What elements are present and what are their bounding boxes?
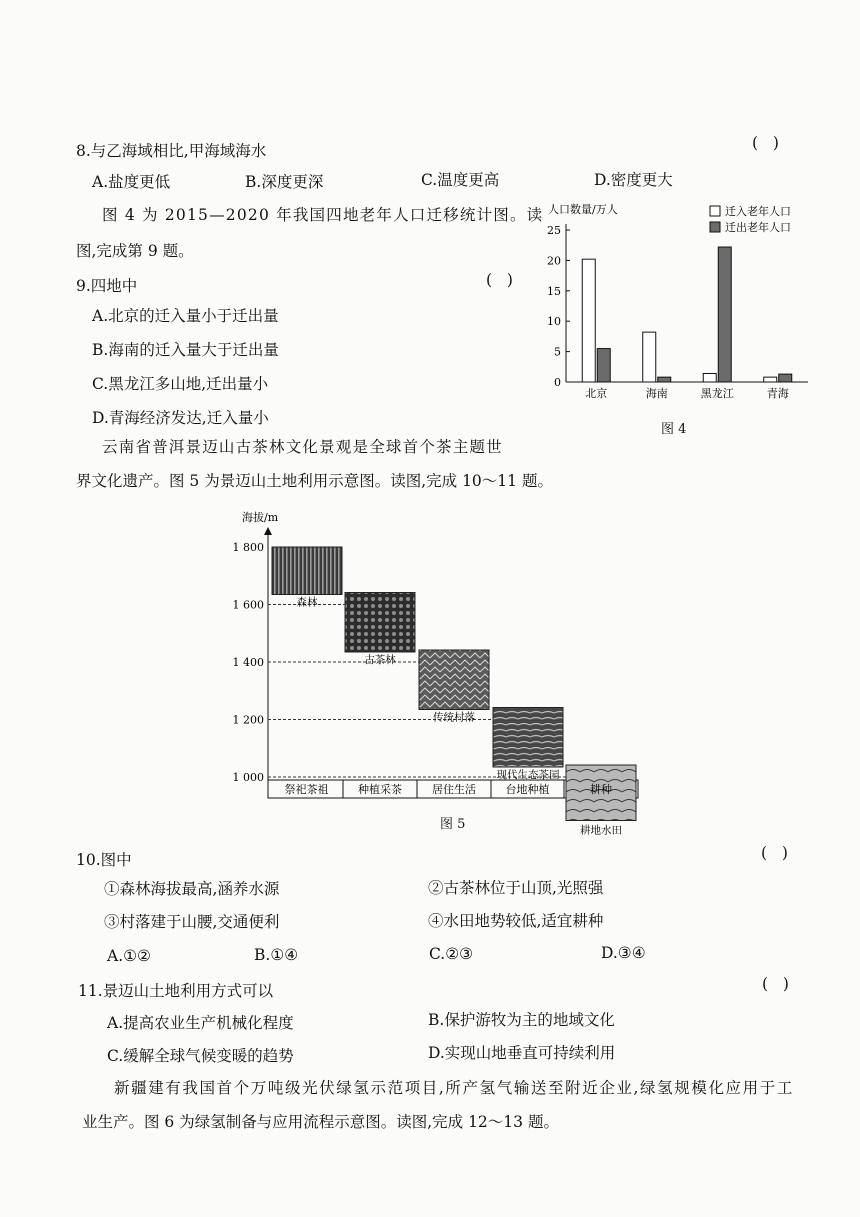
q10-answer-bracket[interactable]: ( ) [761,844,788,862]
bar-out-0 [597,349,610,382]
photo-label-0: 森林 [296,596,318,609]
y-axis-label: 人口数量/万人 [548,203,618,216]
q8-option-a[interactable]: A.盐度更低 [92,173,171,191]
y-tick-label: 1 400 [232,656,264,669]
q8-option-c[interactable]: C.温度更高 [421,171,500,189]
q11-option-a[interactable]: A.提高农业生产机械化程度 [107,1014,294,1032]
land-use-label-3: 台地种植 [505,783,550,796]
intro-q12-line2: 业生产。图 6 为绿氢制备与应用流程示意图。读图,完成 12～13 题。 [82,1113,559,1131]
bar-in-0 [582,259,595,382]
photo-label-1: 古茶林 [364,654,396,666]
bar-in-3 [764,377,777,382]
q8-option-b[interactable]: B.深度更深 [245,173,324,191]
photo-label-4: 耕地水田 [580,824,622,837]
y-tick-label: 15 [547,284,561,298]
q10-option-a[interactable]: A.①② [107,947,151,965]
bar-in-1 [643,332,656,382]
legend-swatch-0 [710,206,720,216]
photo-1 [345,593,415,653]
x-category-label: 海南 [645,387,668,400]
land-use-label-1: 种植采茶 [358,783,402,796]
y-tick-label: 5 [554,345,561,359]
intro-q12-line1: 新疆建有我国首个万吨级光伏绿氢示范项目,所产氢气输送至附近企业,绿氢规模化应用于工 [114,1079,794,1097]
land-use-label-0: 祭祀茶祖 [284,783,329,796]
land-use-label-4: 耕种 [590,783,612,796]
y-tick-label: 10 [547,315,561,329]
bar-out-3 [779,374,792,382]
y-tick-label: 1 800 [232,541,264,554]
q11-answer-bracket[interactable]: ( ) [762,975,789,993]
y-tick-label: 1 600 [232,598,264,612]
x-category-label: 北京 [585,387,608,400]
q11-option-c[interactable]: C.缓解全球气候变暖的趋势 [107,1047,294,1065]
q9-option-d[interactable]: D.青海经济发达,迁入量小 [92,409,269,427]
q11-stem: 11.景迈山土地利用方式可以 [78,982,274,1000]
y-tick-label: 1 000 [232,771,264,784]
figure-4-caption: 图 4 [661,422,687,437]
y-tick-label: 1 200 [232,713,264,727]
photo-label-3: 现代生态茶园 [496,769,560,781]
y-tick-label: 0 [554,376,561,389]
y-tick-label: 25 [547,224,561,237]
q9-option-b[interactable]: B.海南的迁入量大于迁出量 [92,341,279,359]
bar-in-2 [703,373,716,382]
legend-label-0: 迁入老年人口 [725,205,791,218]
bar-out-1 [658,377,671,382]
q8-stem: 8.与乙海域相比,甲海域海水 [76,142,267,160]
photo-label-2: 传统村落 [433,711,475,724]
land-use-label-2: 居住生活 [432,783,476,796]
x-category-label: 青海 [766,387,789,400]
legend-swatch-1 [710,222,720,232]
q10-statement-3: ③村落建于山腰,交通便利 [104,913,280,931]
photo-2 [419,650,489,710]
intro-q9-line2: 图,完成第 9 题。 [76,242,194,260]
q9-stem: 9.四地中 [76,277,138,295]
figure-4-chart [530,200,830,435]
q8-option-d[interactable]: D.密度更大 [594,171,673,189]
photo-0 [272,547,342,595]
q8-answer-bracket[interactable]: ( ) [752,134,779,152]
bar-out-2 [718,247,731,382]
q10-option-c[interactable]: C.②③ [429,945,474,963]
photo-3 [493,708,563,768]
q9-answer-bracket[interactable]: ( ) [486,271,513,289]
q10-option-d[interactable]: D.③④ [601,944,646,962]
x-category-label: 黑龙江 [700,387,734,400]
q10-stem: 10.图中 [76,851,132,869]
q10-option-b[interactable]: B.①④ [254,946,299,964]
y-tick-label: 20 [547,254,561,268]
q10-statement-4: ④水田地势较低,适宜耕种 [428,912,604,930]
q9-option-c[interactable]: C.黑龙江多山地,迁出量小 [92,375,269,393]
legend-label-1: 迁出老年人口 [725,221,791,234]
q9-option-a[interactable]: A.北京的迁入量小于迁出量 [92,307,279,325]
y-axis-label: 海拔/m [242,511,279,524]
y-axis-arrow [264,527,272,535]
q10-statement-2: ②古茶林位于山顶,光照强 [428,879,604,897]
intro-q10-line2: 界文化遗产。图 5 为景迈山土地利用示意图。读图,完成 10～11 题。 [76,472,553,490]
intro-q10-line1: 云南省普洱景迈山古茶林文化景观是全球首个茶主题世 [102,438,503,456]
q11-option-d[interactable]: D.实现山地垂直可持续利用 [428,1044,616,1062]
q10-statement-1: ①森林海拔最高,涵养水源 [104,880,280,898]
intro-q9-line1: 图 4 为 2015—2020 年我国四地老年人口迁移统计图。读 [102,206,544,224]
q11-option-b[interactable]: B.保护游牧为主的地域文化 [428,1011,615,1029]
figure-5-caption: 图 5 [440,817,466,832]
